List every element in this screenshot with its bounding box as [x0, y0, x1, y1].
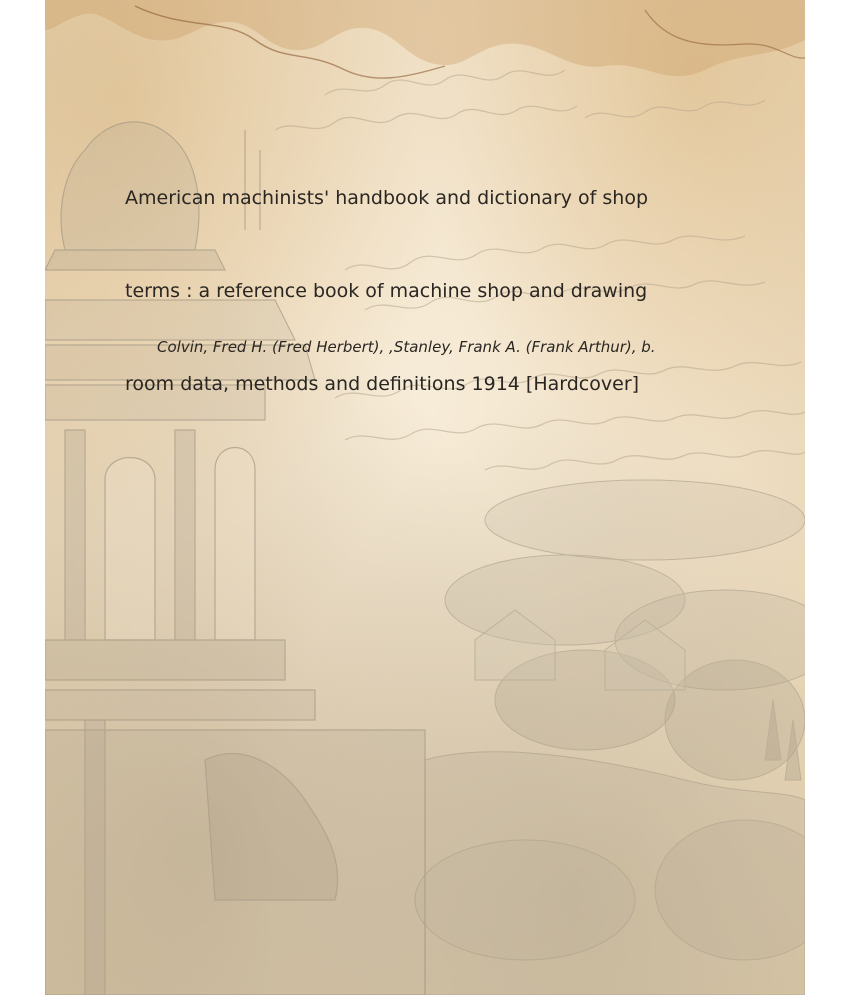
vintage-illustration	[45, 0, 805, 995]
book-title-line: terms : a reference book of machine shop and drawing	[125, 280, 648, 302]
book-cover	[45, 0, 805, 995]
torn-edge-stain	[45, 0, 805, 76]
book-title-line: American machinists' handbook and dictionary of shop	[125, 187, 649, 209]
book-title	[125, 152, 765, 400]
landscape-illustration	[415, 480, 805, 995]
book-title-line: room data, methods and definitions 1914 [Hardcover]	[125, 373, 640, 395]
book-author: Colvin, Fred H. (Fred Herbert), ,Stanley, Frank A. (Frank Arthur), b.	[157, 338, 656, 356]
